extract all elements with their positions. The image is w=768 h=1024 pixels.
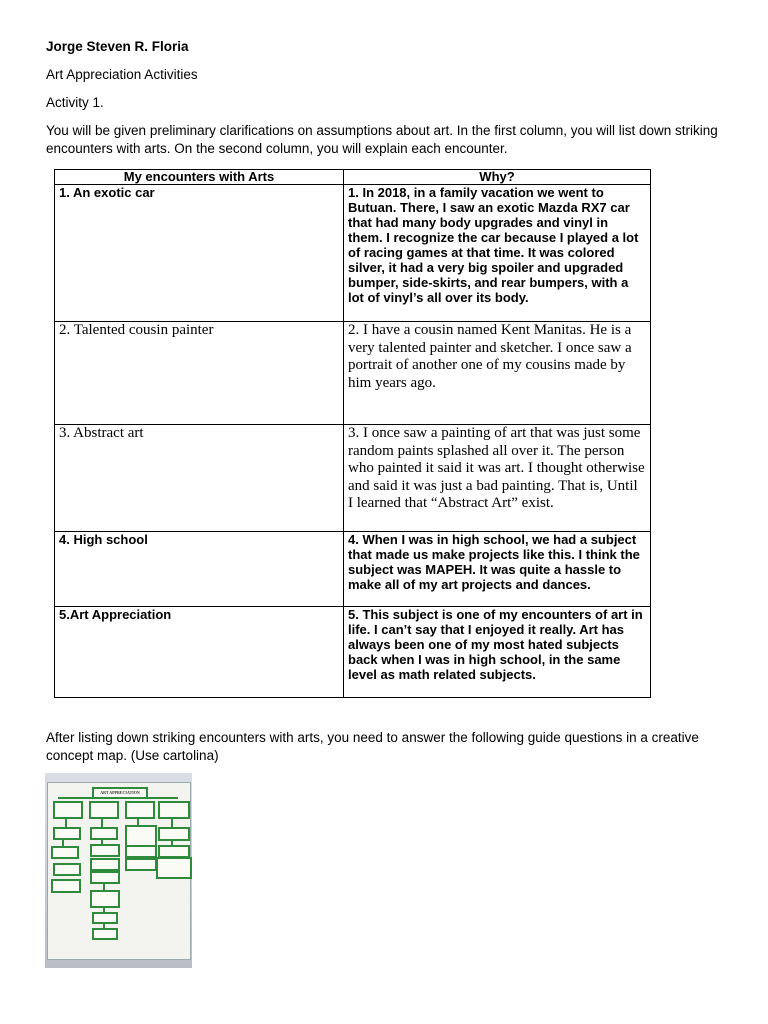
concept-card bbox=[53, 863, 81, 876]
encounter-cell: 2. Talented cousin painter bbox=[55, 322, 344, 425]
encounter-cell: 4. High school bbox=[55, 532, 344, 607]
encounter-cell: 5.Art Appreciation bbox=[55, 607, 344, 698]
connector-line bbox=[58, 797, 178, 799]
after-paragraph: After listing down striking encounters with arts, you need to answer the following guide questions in a creative concept map. (Use cartolina) bbox=[46, 730, 699, 763]
concept-card bbox=[90, 858, 120, 871]
table-row bbox=[55, 607, 651, 698]
why-cell: 1. In 2018, in a family vacation we went to Butuan. There, I saw an exotic Mazda RX7 car that had many body upgrades and vinyl in them. I recognize the car because I played a lot of racing games at that time. It was colored silver, it had a very big spoiler and upgraded bumper, side-skirts, and rear bumpers, with a lot of vinyl’s all over its body. bbox=[344, 185, 651, 322]
concept-card bbox=[156, 857, 192, 879]
encounters-table bbox=[54, 169, 651, 698]
author-name: Jorge Steven R. Floria bbox=[46, 39, 189, 54]
concept-card bbox=[90, 871, 120, 884]
concept-card bbox=[92, 912, 118, 924]
table-row bbox=[55, 425, 651, 532]
concept-card bbox=[125, 801, 155, 819]
intro-paragraph: You will be given preliminary clarifications on assumptions about art. In the first column, you will list down striking encounters with arts. On the second column, you will explain each encounter. bbox=[46, 123, 718, 156]
table-row bbox=[55, 322, 651, 425]
why-cell: 3. I once saw a painting of art that was just some random paints splashed all over it. The person who painted it said it was art. I thought otherwise and said it was just a bad painting. That is, Until I learned that “Abstract Art” exist. bbox=[344, 425, 651, 532]
concept-card bbox=[92, 928, 118, 940]
concept-card bbox=[158, 801, 190, 819]
concept-card bbox=[158, 827, 190, 841]
table-row bbox=[55, 185, 651, 322]
concept-card bbox=[51, 879, 81, 893]
concept-card bbox=[90, 827, 118, 840]
encounter-cell: 3. Abstract art bbox=[55, 425, 344, 532]
activity-label: Activity 1. bbox=[46, 95, 104, 110]
column-header-why: Why? bbox=[344, 170, 651, 185]
document-subject: Art Appreciation Activities bbox=[46, 67, 198, 82]
why-cell: 2. I have a cousin named Kent Manitas. He is a very talented painter and sketcher. I once saw a portrait of another one of my cousins made by him years ago. bbox=[344, 322, 651, 425]
connector-line bbox=[62, 838, 64, 846]
concept-card bbox=[90, 844, 120, 857]
concept-card bbox=[125, 845, 157, 858]
concept-card bbox=[51, 846, 79, 859]
table-header-row bbox=[55, 170, 651, 185]
why-cell: 4. When I was in high school, we had a subject that made us make projects like this. I think the subject was MAPEH. It was quite a hassle to make all of my art projects and dances. bbox=[344, 532, 651, 607]
concept-map-photo bbox=[45, 773, 192, 968]
table-row bbox=[55, 532, 651, 607]
encounter-cell: 1. An exotic car bbox=[55, 185, 344, 322]
connector-line bbox=[101, 817, 103, 827]
concept-card bbox=[90, 890, 120, 908]
why-cell: 5. This subject is one of my encounters of art in life. I can’t say that I enjoyed it really. Art has always been one of my most hated subjects back when I was in high school, in the same level as math related subjects. bbox=[344, 607, 651, 698]
concept-card bbox=[53, 801, 83, 819]
column-header-encounters: My encounters with Arts bbox=[55, 170, 344, 185]
concept-card bbox=[89, 801, 119, 819]
concept-card bbox=[53, 827, 81, 840]
concept-card bbox=[125, 825, 157, 847]
cartolina-board bbox=[47, 782, 191, 960]
connector-line bbox=[171, 817, 173, 827]
connector-line bbox=[65, 817, 67, 827]
concept-card bbox=[125, 858, 157, 871]
connector-line bbox=[103, 882, 105, 890]
board-title: ART APPRECIATION bbox=[92, 787, 148, 799]
